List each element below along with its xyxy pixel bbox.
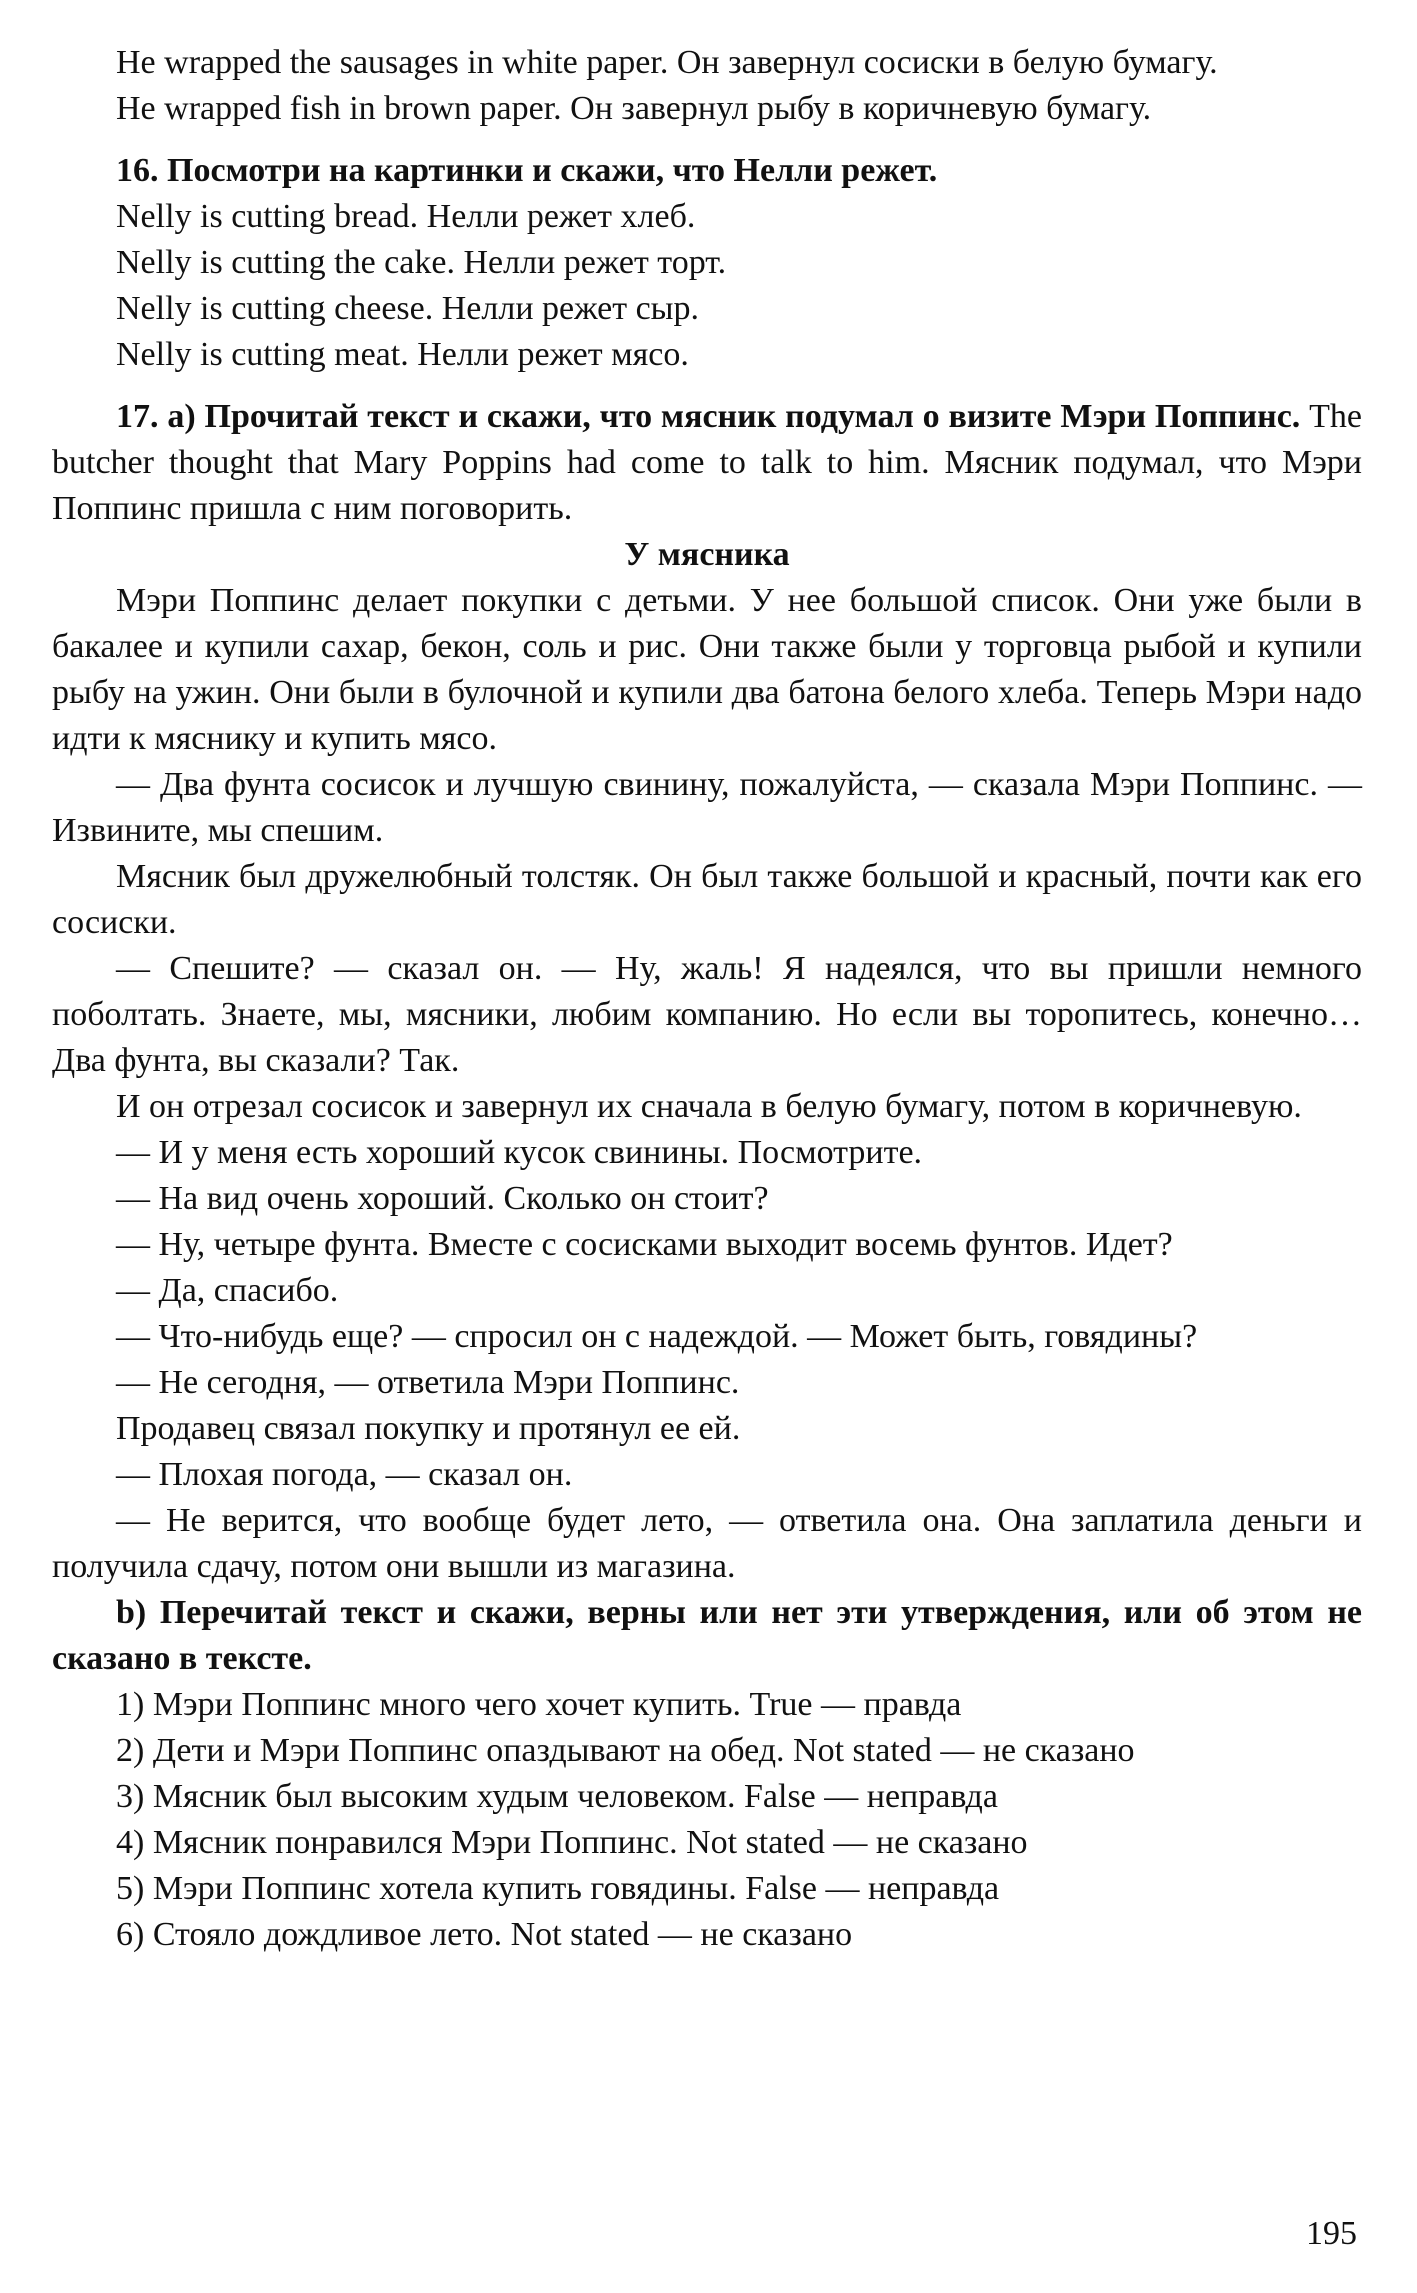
intro-line-2: He wrapped fish in brown paper. Он завернул рыбу в коричневую бумагу. — [116, 90, 1152, 127]
exercise-16-heading: 16. Посмотри на картинки и скажи, что Нелли режет. — [116, 152, 938, 189]
statement-item: 6) Стояло дождливое лето. Not stated — не сказано — [116, 1916, 853, 1953]
exercise-17-task: 17. a) Прочитай текст и скажи, что мясник подумал о визите Мэри Поппинс. — [116, 398, 1301, 435]
exercise-16-line: Nelly is cutting the cake. Нелли режет торт. — [116, 244, 727, 281]
exercise-16-line: Nelly is cutting bread. Нелли режет хлеб. — [116, 198, 696, 235]
story-paragraph: — Что-нибудь еще? — спросил он с надеждой. — Может быть, говядины? — [116, 1318, 1198, 1355]
story-paragraph: — Не верится, что вообще будет лето, — ответила она. Она заплатила деньги и получила сдачу, потом они вышли из магазина. — [52, 1502, 1362, 1585]
exercise-17-answer: The butcher thought that Mary Poppins had come to talk to him. Мясник подумал, что Мэри Поппинс пришла с ним поговорить. — [52, 398, 1362, 527]
statement-item: 2) Дети и Мэри Поппинс опаздывают на обед. Not stated — не сказано — [116, 1732, 1135, 1769]
statement-item: 4) Мясник понравился Мэри Поппинс. Not stated — не сказано — [116, 1824, 1028, 1861]
story-paragraph: И он отрезал сосисок и завернул их сначала в белую бумагу, потом в коричневую. — [116, 1088, 1302, 1125]
story-paragraph: — Два фунта сосисок и лучшую свинину, пожалуйста, — сказала Мэри Поппинс. — Извините, мы спешим. — [52, 766, 1362, 849]
exercise-16-line: Nelly is cutting cheese. Нелли режет сыр. — [116, 290, 700, 327]
story-paragraph: — Спешите? — сказал он. — Ну, жаль! Я надеялся, что вы пришли немного поболтать. Знаете, мы, мясники, любим компанию. Но если вы торопитесь, конечно… Два фунта, вы сказали? Так. — [52, 950, 1362, 1079]
exercise-17-heading — [52, 394, 1362, 532]
page-number: 195 — [1306, 2215, 1357, 2252]
story-paragraph: — На вид очень хороший. Сколько он стоит? — [116, 1180, 769, 1217]
story-paragraph: Мэри Поппинс делает покупки с детьми. У нее большой список. Они уже были в бакалее и купили сахар, бекон, соль и рис. Они также были у торговца рыбой и купили рыбу на ужин. Они были в булочной и купили два батона белого хлеба. Теперь Мэри надо идти к мяснику и купить мясо. — [52, 582, 1362, 757]
exercise-16-line: Nelly is cutting meat. Нелли режет мясо. — [116, 336, 689, 373]
part-b-heading: b) Перечитай текст и скажи, верны или нет эти утверждения, или об этом не сказано в тексте. — [52, 1594, 1362, 1677]
story-paragraph: — Плохая погода, — сказал он. — [116, 1456, 573, 1493]
story-paragraph: Продавец связал покупку и протянул ее ей. — [116, 1410, 741, 1447]
story-paragraph: Мясник был дружелюбный толстяк. Он был также большой и красный, почти как его сосиски. — [52, 858, 1362, 941]
story-paragraph: — Ну, четыре фунта. Вместе с сосисками выходит восемь фунтов. Идет? — [116, 1226, 1173, 1263]
statement-item: 5) Мэри Поппинс хотела купить говядины. False — неправда — [116, 1870, 1000, 1907]
document-page — [52, 40, 1362, 1958]
story-paragraph: — Да, спасибо. — [116, 1272, 339, 1309]
story-paragraph: — Не сегодня, — ответила Мэри Поппинс. — [116, 1364, 740, 1401]
statement-item: 3) Мясник был высоким худым человеком. False — неправда — [116, 1778, 998, 1815]
story-paragraph: — И у меня есть хороший кусок свинины. Посмотрите. — [116, 1134, 923, 1171]
story-title: У мясника — [624, 536, 790, 573]
statement-item: 1) Мэри Поппинс много чего хочет купить. True — правда — [116, 1686, 962, 1723]
intro-line-1: He wrapped the sausages in white paper. Он завернул сосиски в белую бумагу. — [116, 44, 1218, 81]
